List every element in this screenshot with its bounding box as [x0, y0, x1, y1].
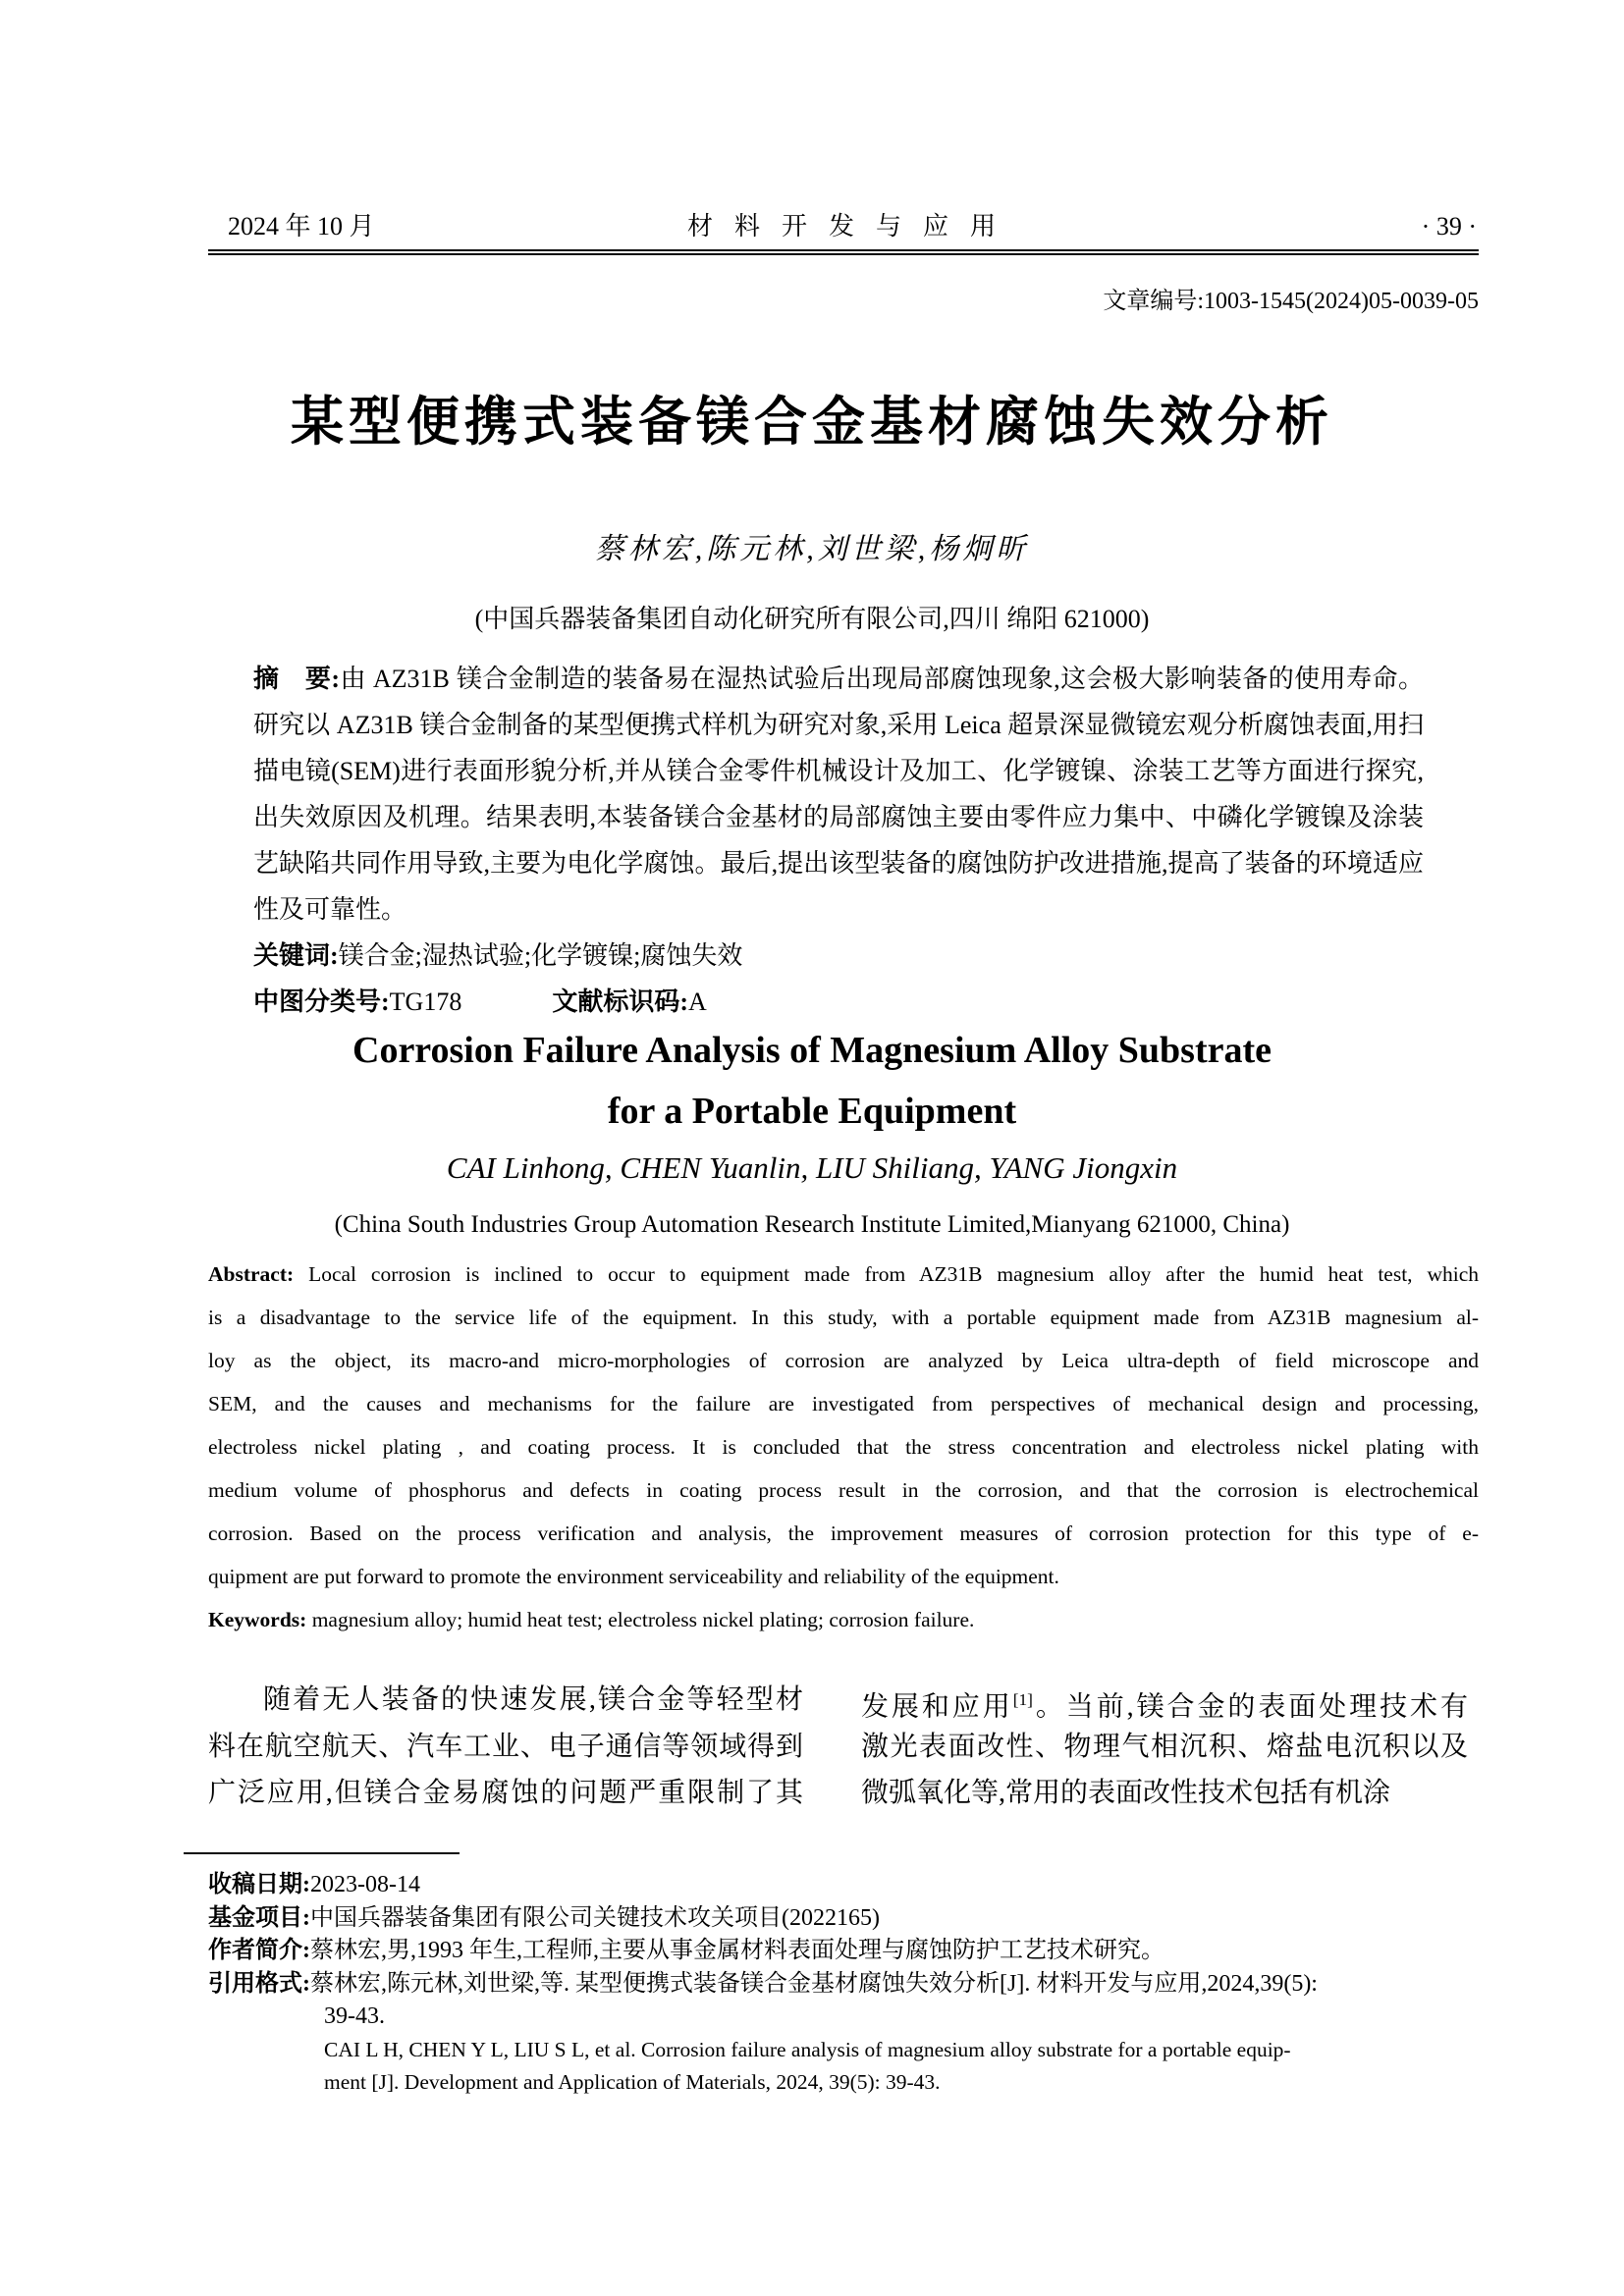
- abstract-cn-label: 摘 要:: [253, 665, 341, 693]
- fund-project-row: [208, 1902, 1485, 1936]
- author-bio-value: 蔡林宏,男,1993 年生,工程师,主要从事金属材料表面处理与腐蚀防护工艺技术研究。: [310, 1938, 1164, 1963]
- abstract-en-line: medium volume of phosphorus and defects in coating process result in the corrosion, and that the corrosion is electrochemical: [208, 1478, 1479, 1502]
- abstract-en-line: SEM, and the causes and mechanisms for the failure are investigated from perspectives of mechanical design and processing,: [208, 1392, 1479, 1415]
- doc-code-value: A: [688, 988, 707, 1016]
- article-number: 文章编号:1003-1545(2024)05-0039-05: [1103, 289, 1479, 314]
- affiliation-chinese: (中国兵器装备集团自动化研究所有限公司,四川 绵阳 621000): [474, 605, 1150, 633]
- body-line: [861, 1677, 1468, 1724]
- citation-superscript: [1]: [1012, 1690, 1033, 1709]
- author-bio-label: 作者简介:: [208, 1938, 310, 1963]
- clc-value: TG178: [389, 988, 462, 1016]
- footnote-rule: [184, 1852, 460, 1854]
- author-bio-row: [208, 1935, 1485, 1968]
- citation-format-label: 引用格式:: [208, 1970, 310, 1997]
- clc-row: [253, 979, 1424, 1025]
- abstract-en-label: Abstract:: [208, 1262, 295, 1286]
- keywords-en-text: magnesium alloy; humid heat test; electroless nickel plating; corrosion failure.: [311, 1608, 975, 1631]
- body-text: 。当前,镁合金的表面处理技术有: [1032, 1691, 1468, 1723]
- keywords-en-label: Keywords:: [208, 1608, 307, 1631]
- doc-code-label: 文献标识码:: [552, 988, 689, 1016]
- abstract-cn-line: 研究以 AZ31B 镁合金制备的某型便携式样机为研究对象,采用 Leica 超景深显微镜宏观分析腐蚀表面,用扫: [253, 711, 1424, 739]
- authors-chinese: 蔡林宏,陈元林,刘世梁,杨炯昕: [594, 533, 1030, 565]
- abstract-en-line: corrosion. Based on the process verification and analysis, the improvement measures of corrosion protection for this type of e-: [208, 1522, 1479, 1545]
- authors-english: CAI Linhong, CHEN Yuanlin, LIU Shiliang, YANG Jiongxin: [446, 1150, 1178, 1185]
- citation-english-line1: CAI L H, CHEN Y L, LIU S L, et al. Corrosion failure analysis of magnesium alloy substrate for a portable equip-: [324, 2037, 1291, 2061]
- received-date-value: 2023-08-14: [310, 1872, 420, 1897]
- abstract-chinese: [253, 656, 1424, 1025]
- title-english-line1: Corrosion Failure Analysis of Magnesium Alloy Substrate: [352, 1030, 1272, 1071]
- abstract-cn-line: 性及可靠性。: [253, 895, 407, 924]
- abstract-en-line: electroless nickel plating , and coating process. It is concluded that the stress concentration and electroless nickel plating with: [208, 1435, 1479, 1459]
- footnote-block: [208, 1869, 1485, 2100]
- citation-continuation: 39-43.: [324, 2003, 385, 2029]
- page-header: [228, 212, 1477, 243]
- keywords-cn-label: 关键词:: [253, 941, 339, 970]
- body-column-left: [208, 1677, 803, 1817]
- body-line: 随着无人装备的快速发展,镁合金等轻型材: [263, 1684, 803, 1715]
- abstract-en-line: is a disadvantage to the service life of the equipment. In this study, with a portable equipment made from AZ31B magnesium al-: [208, 1306, 1479, 1329]
- header-rule: [208, 249, 1479, 255]
- abstract-en-line: [208, 1253, 1479, 1296]
- citation-english-line2: ment [J]. Development and Application of Materials, 2024, 39(5): 39-43.: [324, 2070, 941, 2094]
- received-date-label: 收稿日期:: [208, 1872, 310, 1897]
- title-chinese: 某型便携式装备镁合金基材腐蚀失效分析: [291, 393, 1333, 452]
- citation-format-value: 蔡林宏,陈元林,刘世梁,等. 某型便携式装备镁合金基材腐蚀失效分析[J]. 材料开发与应用,2024,39(5):: [310, 1970, 1318, 1997]
- body-text: 发展和应用: [861, 1691, 1013, 1723]
- fund-project-label: 基金项目:: [208, 1904, 310, 1931]
- abstract-en-line: quipment are put forward to promote the environment serviceability and reliability of the equipment.: [208, 1565, 1059, 1588]
- page-number: · 39 ·: [1421, 212, 1477, 240]
- journal-name: 材料开发与应用: [686, 212, 1017, 240]
- abstract-en-line: loy as the object, its macro-and micro-morphologies of corrosion are analyzed by Leica ultra-depth of field microscope and: [208, 1349, 1479, 1372]
- clc-label: 中图分类号:: [253, 988, 390, 1016]
- fund-project-value: 中国兵器装备集团有限公司关键技术攻关项目(2022165): [310, 1904, 880, 1931]
- abstract-cn-line: 艺缺陷共同作用导致,主要为电化学腐蚀。最后,提出该型装备的腐蚀防护改进措施,提高了装备的环境适应: [253, 849, 1424, 878]
- affiliation-english: (China South Industries Group Automation Research Institute Limited,Mianyang 621000, China): [334, 1211, 1290, 1238]
- abstract-cn-text: 由 AZ31B 镁合金制造的装备易在湿热试验后出现局部腐蚀现象,这会极大影响装备的使用寿命。: [340, 665, 1424, 693]
- abstract-cn-line: 出失效原因及机理。结果表明,本装备镁合金基材的局部腐蚀主要由零件应力集中、中磷化学镀镍及涂装: [253, 803, 1424, 831]
- keywords-cn-text: 镁合金;湿热试验;化学镀镍;腐蚀失效: [338, 941, 743, 970]
- body-column-right: [861, 1677, 1468, 1817]
- body-line: 激光表面改性、物理气相沉积、熔盐电沉积以及: [861, 1731, 1468, 1762]
- citation-format-row: [208, 1968, 1485, 2002]
- abstract-english: [208, 1253, 1479, 1641]
- keywords-english: [208, 1598, 1479, 1641]
- abstract-en-text: Local corrosion is inclined to occur to equipment made from AZ31B magnesium alloy after the humid heat test, which: [308, 1262, 1479, 1286]
- abstract-cn-line: [253, 656, 1424, 702]
- received-date-row: [208, 1869, 1485, 1902]
- body-line: 广泛应用,但镁合金易腐蚀的问题严重限制了其: [208, 1778, 803, 1808]
- title-english-line2: for a Portable Equipment: [607, 1091, 1017, 1132]
- body-line: 微弧氧化等,常用的表面改性技术包括有机涂: [861, 1778, 1391, 1808]
- abstract-cn-line: 描电镜(SEM)进行表面形貌分析,并从镁合金零件机械设计及加工、化学镀镍、涂装工艺等方面进行探究,: [253, 757, 1424, 785]
- body-line: 料在航空航天、汽车工业、电子通信等领域得到: [208, 1731, 803, 1762]
- keywords-chinese: [253, 933, 1424, 979]
- issue-date: 2024 年 10 月: [228, 212, 375, 240]
